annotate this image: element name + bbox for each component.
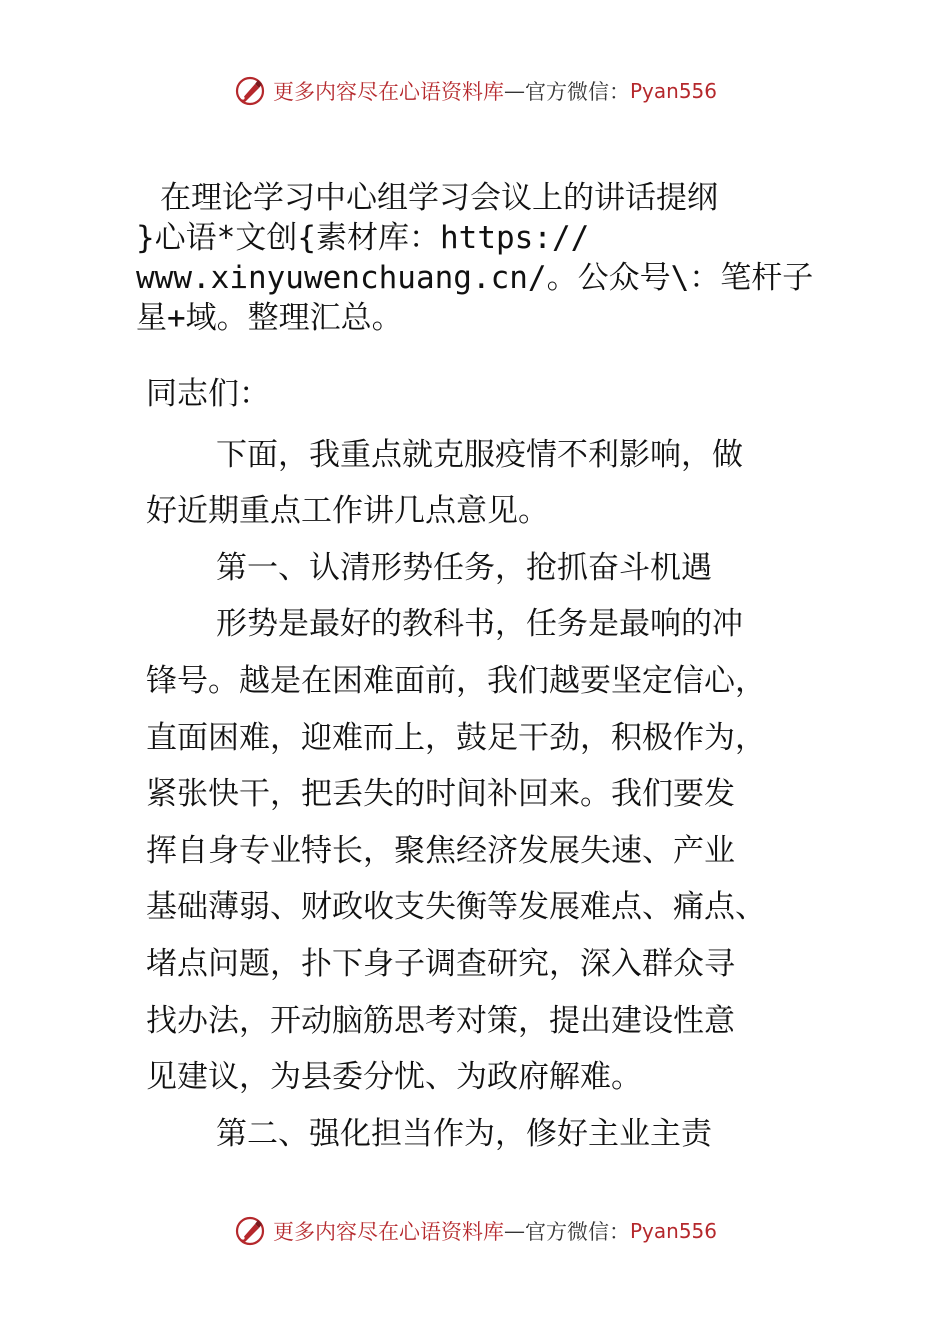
banner-separator: — xyxy=(503,79,525,103)
section-heading: 第一、认清形势任务，抢抓奋斗机遇 xyxy=(216,549,712,586)
salutation: 同志们： xyxy=(146,376,270,412)
title-line: 星+域。整理汇总。 xyxy=(136,300,403,336)
banner-wechat-id: Pyan556 xyxy=(629,1219,717,1243)
section-heading: 第二、强化担当作为，修好主业主责 xyxy=(216,1115,712,1152)
footer-banner xyxy=(0,1214,950,1248)
header-banner xyxy=(0,74,950,108)
body-line: 锋号。越是在困难面前，我们越要坚定信心， xyxy=(146,662,766,699)
body-line: 直面困难，迎难而上，鼓足干劲，积极作为， xyxy=(146,719,766,756)
title-line: www.xinyuwenchuang.cn/。公众号\：笔杆子 xyxy=(136,260,814,296)
banner-wechat-label: 官方微信： xyxy=(524,1220,630,1244)
pen-logo-icon xyxy=(233,1214,267,1248)
body-line: 找办法，开动脑筋思考对策，提出建设性意 xyxy=(146,1002,735,1039)
body-line: 好近期重点工作讲几点意见。 xyxy=(146,493,549,530)
banner-separator: — xyxy=(503,1219,525,1243)
pen-logo-icon xyxy=(233,74,267,108)
document-body xyxy=(146,366,826,1162)
banner-wechat-label: 官方微信： xyxy=(524,80,630,104)
banner-wechat-id: Pyan556 xyxy=(629,79,717,103)
body-line: 形势是最好的教科书，任务是最响的冲 xyxy=(216,606,743,643)
body-line: 堵点问题，扑下身子调查研究，深入群众寻 xyxy=(146,945,735,982)
body-line: 见建议，为县委分忧、为政府解难。 xyxy=(146,1059,642,1096)
body-line: 紧张快干，把丢失的时间补回来。我们要发 xyxy=(146,776,735,813)
banner-promo-text: 更多内容尽在心语资料库 xyxy=(272,80,504,104)
document-title xyxy=(136,178,836,338)
title-line: 在理论学习中心组学习会议上的讲话提纲 xyxy=(160,180,718,216)
banner-promo-text: 更多内容尽在心语资料库 xyxy=(272,1220,504,1244)
body-line: 基础薄弱、财政收支失衡等发展难点、痛点、 xyxy=(146,889,766,926)
body-line: 挥自身专业特长，聚焦经济发展失速、产业 xyxy=(146,832,735,869)
title-line: }心语*文创{素材库：https:// xyxy=(136,220,590,256)
body-line: 下面，我重点就克服疫情不利影响，做 xyxy=(216,436,743,473)
